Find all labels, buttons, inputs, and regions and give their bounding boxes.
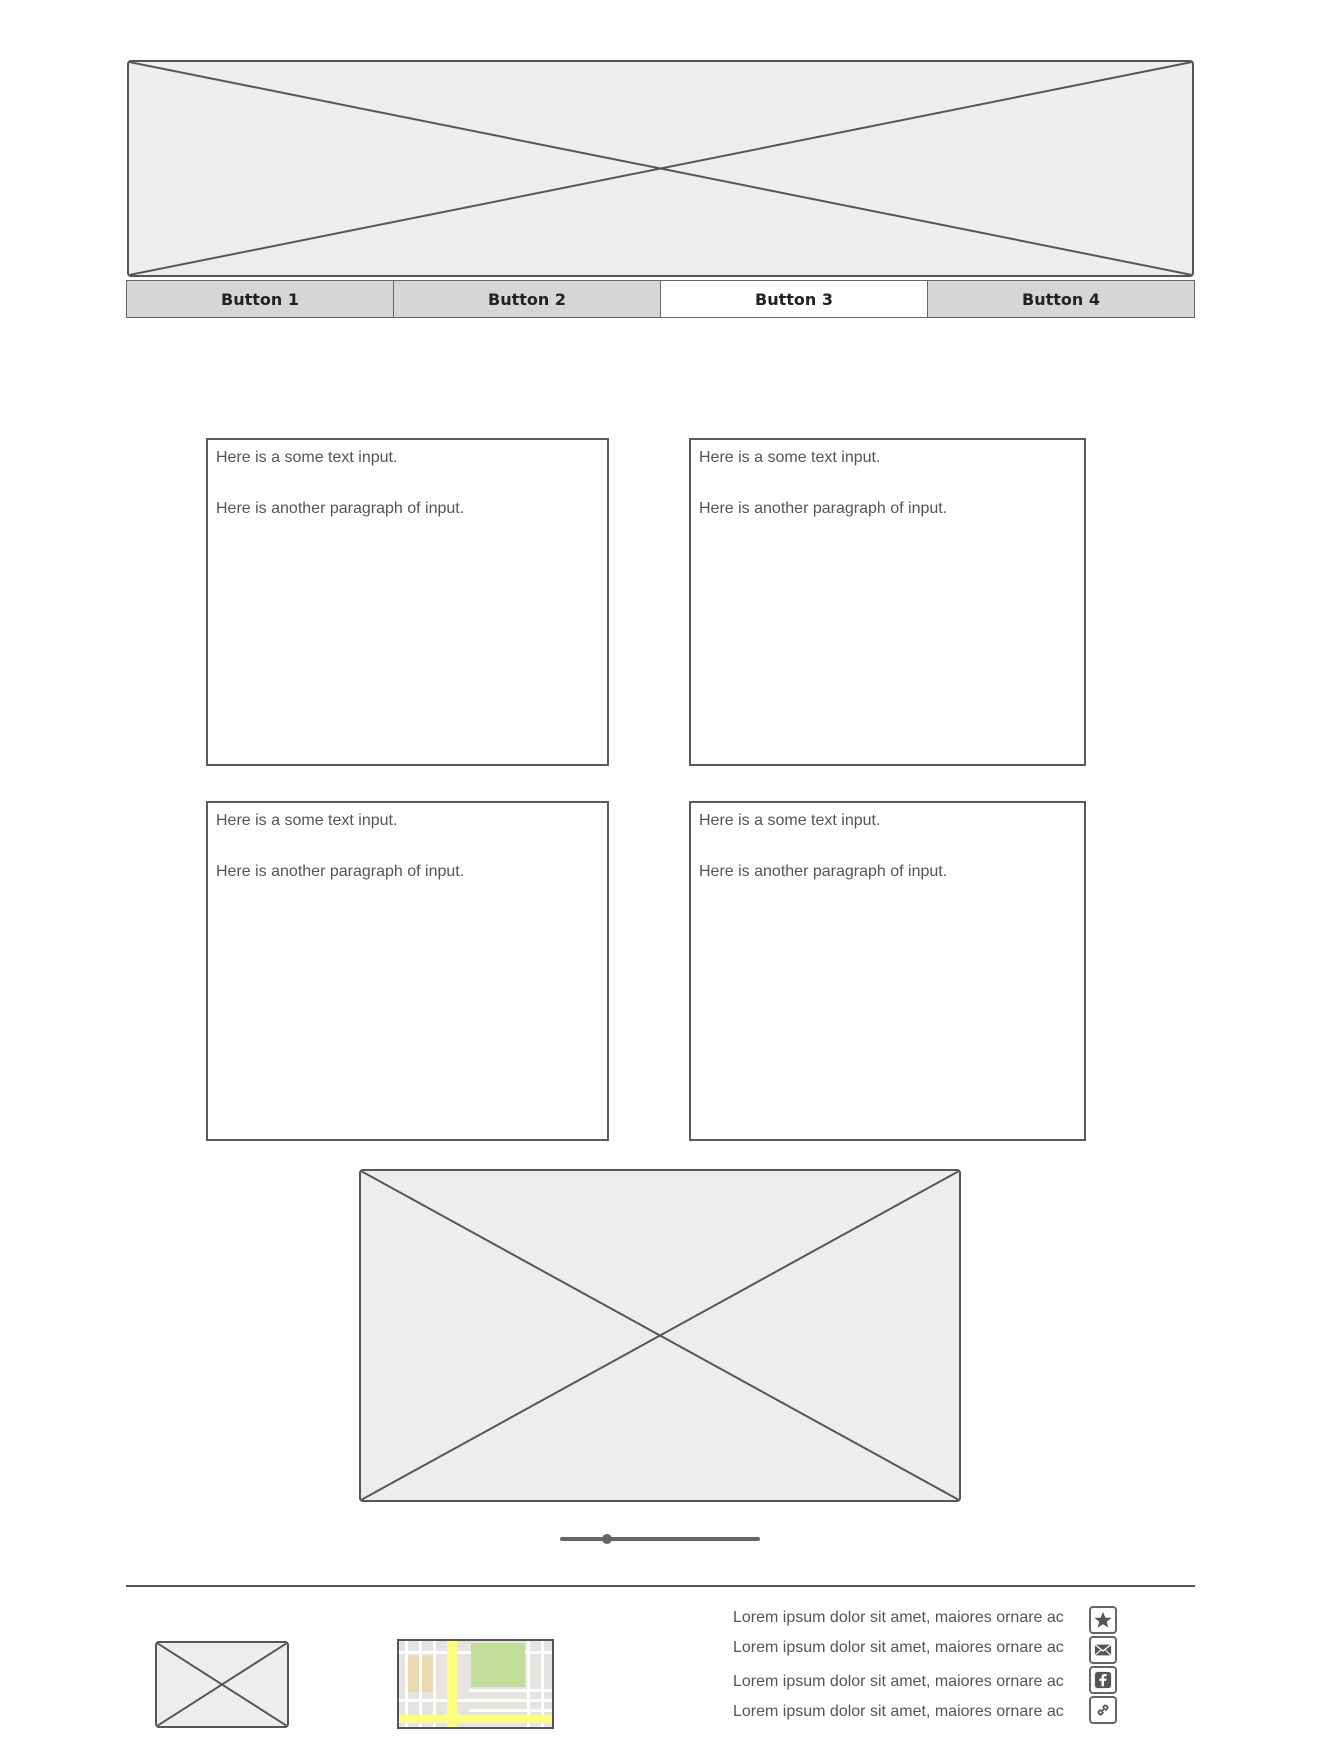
content-box-line-2: Here is another paragraph of input. — [216, 863, 465, 880]
content-box-line-2: Here is another paragraph of input. — [699, 500, 948, 517]
center-image-placeholder — [359, 1169, 961, 1502]
footer-text-3: Lorem ipsum dolor sit amet, maiores ornare ac — [733, 1673, 1064, 1690]
nav-button-3[interactable]: Button 3 — [661, 281, 928, 317]
content-box-line-2: Here is another paragraph of input. — [699, 863, 948, 880]
map-thumbnail[interactable] — [397, 1639, 554, 1729]
content-box-line-2: Here is another paragraph of input. — [216, 500, 465, 517]
map-icon — [399, 1641, 554, 1729]
star-icon[interactable] — [1089, 1606, 1117, 1634]
navigation-bar — [126, 280, 1195, 318]
nav-button-1[interactable]: Button 1 — [127, 281, 394, 317]
mail-icon[interactable] — [1089, 1636, 1117, 1664]
content-box-top-left[interactable] — [206, 438, 609, 766]
facebook-icon[interactable] — [1089, 1666, 1117, 1694]
nav-button-2[interactable]: Button 2 — [394, 281, 661, 317]
content-box-line-1: Here is a some text input. — [216, 812, 398, 829]
placeholder-cross — [157, 1643, 287, 1726]
footer-text-1: Lorem ipsum dolor sit amet, maiores ornare ac — [733, 1609, 1064, 1626]
placeholder-cross — [129, 62, 1192, 275]
footer-text-2: Lorem ipsum dolor sit amet, maiores ornare ac — [733, 1639, 1064, 1656]
slider-thumb[interactable] — [602, 1534, 612, 1544]
header-image-placeholder — [127, 60, 1194, 277]
content-box-line-1: Here is a some text input. — [699, 812, 881, 829]
content-box-top-right[interactable] — [689, 438, 1086, 766]
link-icon[interactable] — [1089, 1696, 1117, 1724]
content-box-line-1: Here is a some text input. — [699, 449, 881, 466]
footer-image-placeholder — [155, 1641, 289, 1728]
footer-divider — [126, 1585, 1195, 1587]
content-box-line-1: Here is a some text input. — [216, 449, 398, 466]
slider[interactable] — [560, 1532, 760, 1546]
content-box-bottom-right[interactable] — [689, 801, 1086, 1141]
footer-text-4: Lorem ipsum dolor sit amet, maiores ornare ac — [733, 1703, 1064, 1720]
nav-button-4[interactable]: Button 4 — [928, 281, 1194, 317]
placeholder-cross — [361, 1171, 959, 1500]
content-box-bottom-left[interactable] — [206, 801, 609, 1141]
slider-track[interactable] — [560, 1537, 760, 1541]
